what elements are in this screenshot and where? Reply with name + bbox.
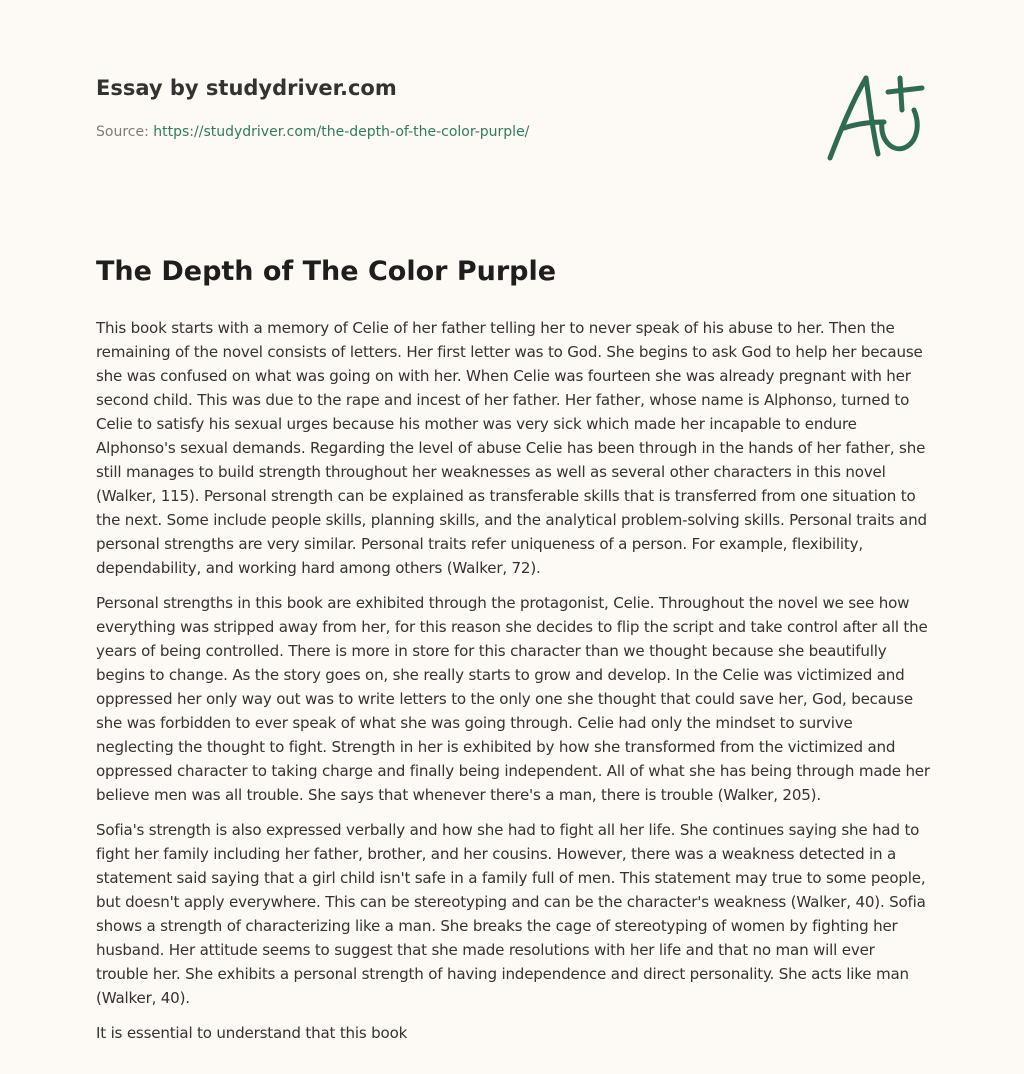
source-link[interactable]: https://studydriver.com/the-depth-of-the-color-purple/ [153, 124, 530, 140]
site-header-title: Essay by studydriver.com [96, 76, 397, 100]
essay-paragraph: It is essential to understand that this book [96, 1024, 408, 1042]
essay-paragraph: Sofia's strength is also expressed verbally and how she had to fight all her life. She continues saying she had to fight her family including her father, brother, and her cousins. However, there was a weakness detected in a statement said saying that a girl child isn't safe in a family full of men. This statement may true to some people, but doesn't apply everywhere. This can be stereotyping and can be the character's weakness (Walker, 40). Sofia shows a strength of characterizing like a man. She breaks the cage of stereotyping of women by fighting her husband. Her attitude seems to suggest that she made resolutions with her life and that no man will ever trouble her. She exhibits a personal strength of having independence and direct personality. She acts like man (Walker, 40). [96, 821, 926, 1007]
essay-paragraph: Personal strengths in this book are exhibited through the protagonist, Celie. Throughout the novel we see how everything was stripped away from her, for this reason she decides to flip the script and take control after all the years of being controlled. There is more in store for this character than we thought because she beautifully begins to change. As the story goes on, she really starts to grow and develop. In the Celie was victimized and oppressed her only way out was to write letters to the only one she thought that could save her, God, because she was forbidden to ever speak of what she was going through. Celie had only the mindset to survive neglecting the thought to fight. Strength in her is exhibited by how she transformed from the victimized and oppressed character to taking charge and finally being independent. All of what she has being through made her believe men was all trouble. She says that whenever there's a man, there is trouble (Walker, 205). [96, 594, 930, 804]
essay-body [96, 316, 931, 1056]
source-line [96, 124, 529, 140]
essay-title: The Depth of The Color Purple [96, 256, 557, 287]
source-label: Source: [96, 124, 154, 140]
a-plus-logo-icon [822, 66, 926, 166]
essay-paragraph: This book starts with a memory of Celie of her father telling her to never speak of his abuse to her. Then the remaining of the novel consists of letters. Her first letter was to God. She begins to ask God to help her because she was confused on what was going on with her. When Celie was fourteen she was already pregnant with her second child. This was due to the rape and incest of her father. Her father, whose name is Alphonso, turned to Celie to satisfy his sexual urges because his mother was very sick which made her incapable to endure Alphonso's sexual demands. Regarding the level of abuse Celie has been through in the hands of her father, she still manages to build strength throughout her weaknesses as well as several other characters in this novel (Walker, 115). Personal strength can be explained as transferable skills that is transferred from one situation to the next. Some include people skills, planning skills, and the analytical problem-solving skills. Personal traits and personal strengths are very similar. Personal traits refer uniqueness of a person. For example, flexibility, dependability, and working hard among others (Walker, 72). [96, 319, 927, 577]
